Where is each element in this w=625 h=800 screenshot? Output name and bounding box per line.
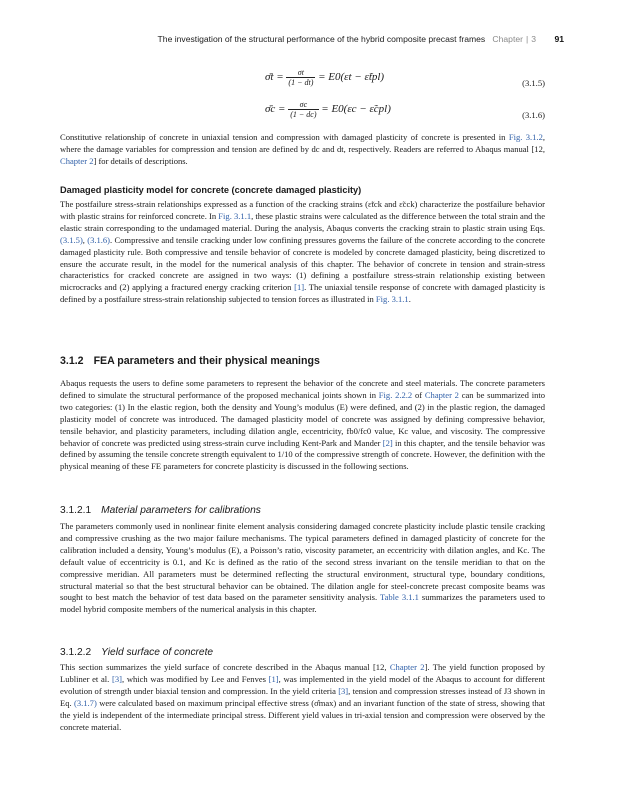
link-chapter-2b[interactable]: Chapter 2: [424, 389, 459, 400]
section-heading-3-1-2: 3.1.2 FEA parameters and their physical meanings: [60, 355, 320, 367]
chapter-number: 3: [531, 34, 536, 44]
paragraph-constitutive: Constitutive relationship of concrete in uniaxial tension and compression with damaged plasticity of concrete is presented in Fig. 3.1.2, where the damage variables for compression and tension are defined by dc and dt, respectively. Readers are referred to Abaqus manual [12, Chapter 2] for details of descriptions.: [60, 132, 545, 166]
equation-body: σ̄c = $\frac{\sigma c}{(1 - dc)}$ = E0(εc − ε̃cpl): [265, 100, 391, 119]
link-fig-2-2-2[interactable]: Fig. 2.2.2: [378, 389, 413, 400]
paragraph-yield-surface: This section summarizes the yield surface of concrete described in the Abaqus manual [12, Chapter 2]. The yield function proposed by Lubliner et al. [3], which was modified by Lee and Fenves [1], was implemented in the yield model of the Abaqus to account for different evolution of strength under biaxial tension and compression. In the yield criteria [3], tension and compression stresses instead of J3 shown in Eq. (3.1.7) were calculated based on maximum principal effective stress (σ̂max) and an invariant function of the state of stress, showing that the yield is independent of the intermediate principal stress. Different yield values in tri-axial tension and compression were observed by the concrete material.: [60, 662, 546, 732]
link-eq-3-1-6[interactable]: (3.1.6): [87, 234, 111, 245]
link-ref-1b[interactable]: [1]: [268, 673, 279, 684]
running-head: [60, 34, 564, 44]
equation-3-1-6: [60, 100, 545, 130]
link-table-3-1-1[interactable]: Table 3.1.1: [379, 592, 419, 603]
page-number: 91: [554, 34, 564, 44]
link-ref-1[interactable]: [1]: [294, 282, 305, 293]
paragraph-material-parameters: The parameters commonly used in nonlinear finite element analysis considering damaged concrete plasticity include plastic tensile cracking and compressive crushing as the two major failure mechanisms. The typical parameters defined in damaged plasticity of concrete for the calibration included a density, Young’s modulus (E), a Poisson’s ratio, viscosity parameter, an eccentricity with dilation angles, and Kc. The default value of eccentricity is 0.1, and Kc is defined as the ratio of the second stress invariant on the tensile meridian to that on the compressive meridian. All parameters must be determined reflecting the structural environment, structural type, boundary conditions, structural material so that the best structural behavior can be obtained. The dilation angle for steel-concrete precast composite beams was sought to best match the behavior of test data based on the parameter sensitivity analysis. Table 3.1.1 summarizes the parameters used to model hybrid composite members of the numerical analysis in this chapter.: [60, 521, 545, 615]
link-ref-3b[interactable]: [3]: [338, 685, 349, 696]
link-fig-3-1-1b[interactable]: Fig. 3.1.1: [375, 294, 409, 305]
link-fig-3-1-2[interactable]: Fig. 3.1.2: [508, 132, 543, 142]
link-fig-3-1-1[interactable]: Fig. 3.1.1: [218, 210, 252, 221]
equation-number: (3.1.6): [522, 110, 545, 120]
link-ref-3[interactable]: [3]: [112, 673, 122, 684]
equation-number: (3.1.5): [522, 78, 545, 88]
link-ref-2[interactable]: [2]: [382, 437, 393, 448]
link-chapter-2c[interactable]: Chapter 2: [389, 662, 425, 672]
book-title: The investigation of the structural performance of the hybrid composite precast frames: [157, 34, 486, 44]
equation-3-1-5: [60, 68, 545, 98]
section-heading-3-1-2-2: 3.1.2.2 Yield surface of concrete: [60, 647, 214, 658]
paragraph-postfailure: The postfailure stress-strain relationships expressed as a function of the cracking strains (ε̃tck and ε̃cck) characterize the postfailure behavior with plastic strains for reinforced concrete. In Fig. 3.1.1, these plastic strains were calculated as the difference between the total strain and the elastic strain corresponding to the undamaged material. During the analysis, Abaqus converts the cracking strain to plastic strain using Eqs. (3.1.5), (3.1.6). Compressive and tensile cracking under low confining pressures governs the failure of the concrete according to the concrete damaged plasticity rule. Both compressive and tensile behavior of concrete is modeled by concrete damaged plasticity, being discretized to ensure the accurate result, in the model for the numerical analysis of this chapter. The behavior of concrete in tension and strain-stress characteristics for cracked concrete are assigned in two ways: (1) defining a postfailure stress-strain relationship existing between microcracks and (2) applying a fractured energy cracking criterion [1]. The uniaxial tensile response of concrete with damaged plasticity is defined by a postfailure stress-strain relationship subjected to tension forces as illustrated in Fig. 3.1.1.: [60, 199, 545, 305]
link-chapter-2[interactable]: Chapter 2: [60, 155, 94, 166]
heading-damaged-plasticity: Damaged plasticity model for concrete (concrete damaged plasticity): [60, 185, 362, 195]
equation-body: σ̄t = $\frac{\sigma t}{(1 - dt)}$ = E0(εt − ε̃tpl): [265, 68, 385, 87]
link-eq-3-1-7[interactable]: (3.1.7): [74, 697, 97, 708]
link-eq-3-1-5[interactable]: (3.1.5): [60, 234, 83, 245]
paragraph-fea-parameters: Abaqus requests the users to define some parameters to represent the behavior of the concrete and steel materials. The concrete parameters defined to simulate the structural performance of the proposed mechanical joints shown in Fig. 2.2.2 of Chapter 2 can be summarized into two categories: (1) In the elastic region, both the density and Young’s modulus (E) were defined, and (2) in the plastic region, the damaged plasticity model of concrete was introduced. The damaged plasticity model of concrete was assigned by defining compressive behavior, tensile behavior, and plasticity parameters, including dilation angle, eccentricity, fb0/fc0 value, Kc value, and viscosity. The compressive behavior of concrete was predicted using stress-strain curve including Kent-Park and Mander [2] in this chapter, and the tensile behavior was defined by assuming the tensile concrete strength equivalent to 1/10 of the compressive strength of concrete. However, the definition with the physical meaning of these FE parameters for concrete plasticity is discussed in the following sections.: [60, 378, 545, 472]
separator: |: [525, 34, 529, 44]
section-heading-3-1-2-1: 3.1.2.1 Material parameters for calibrations: [60, 505, 261, 516]
chapter-label: Chapter: [492, 34, 523, 44]
